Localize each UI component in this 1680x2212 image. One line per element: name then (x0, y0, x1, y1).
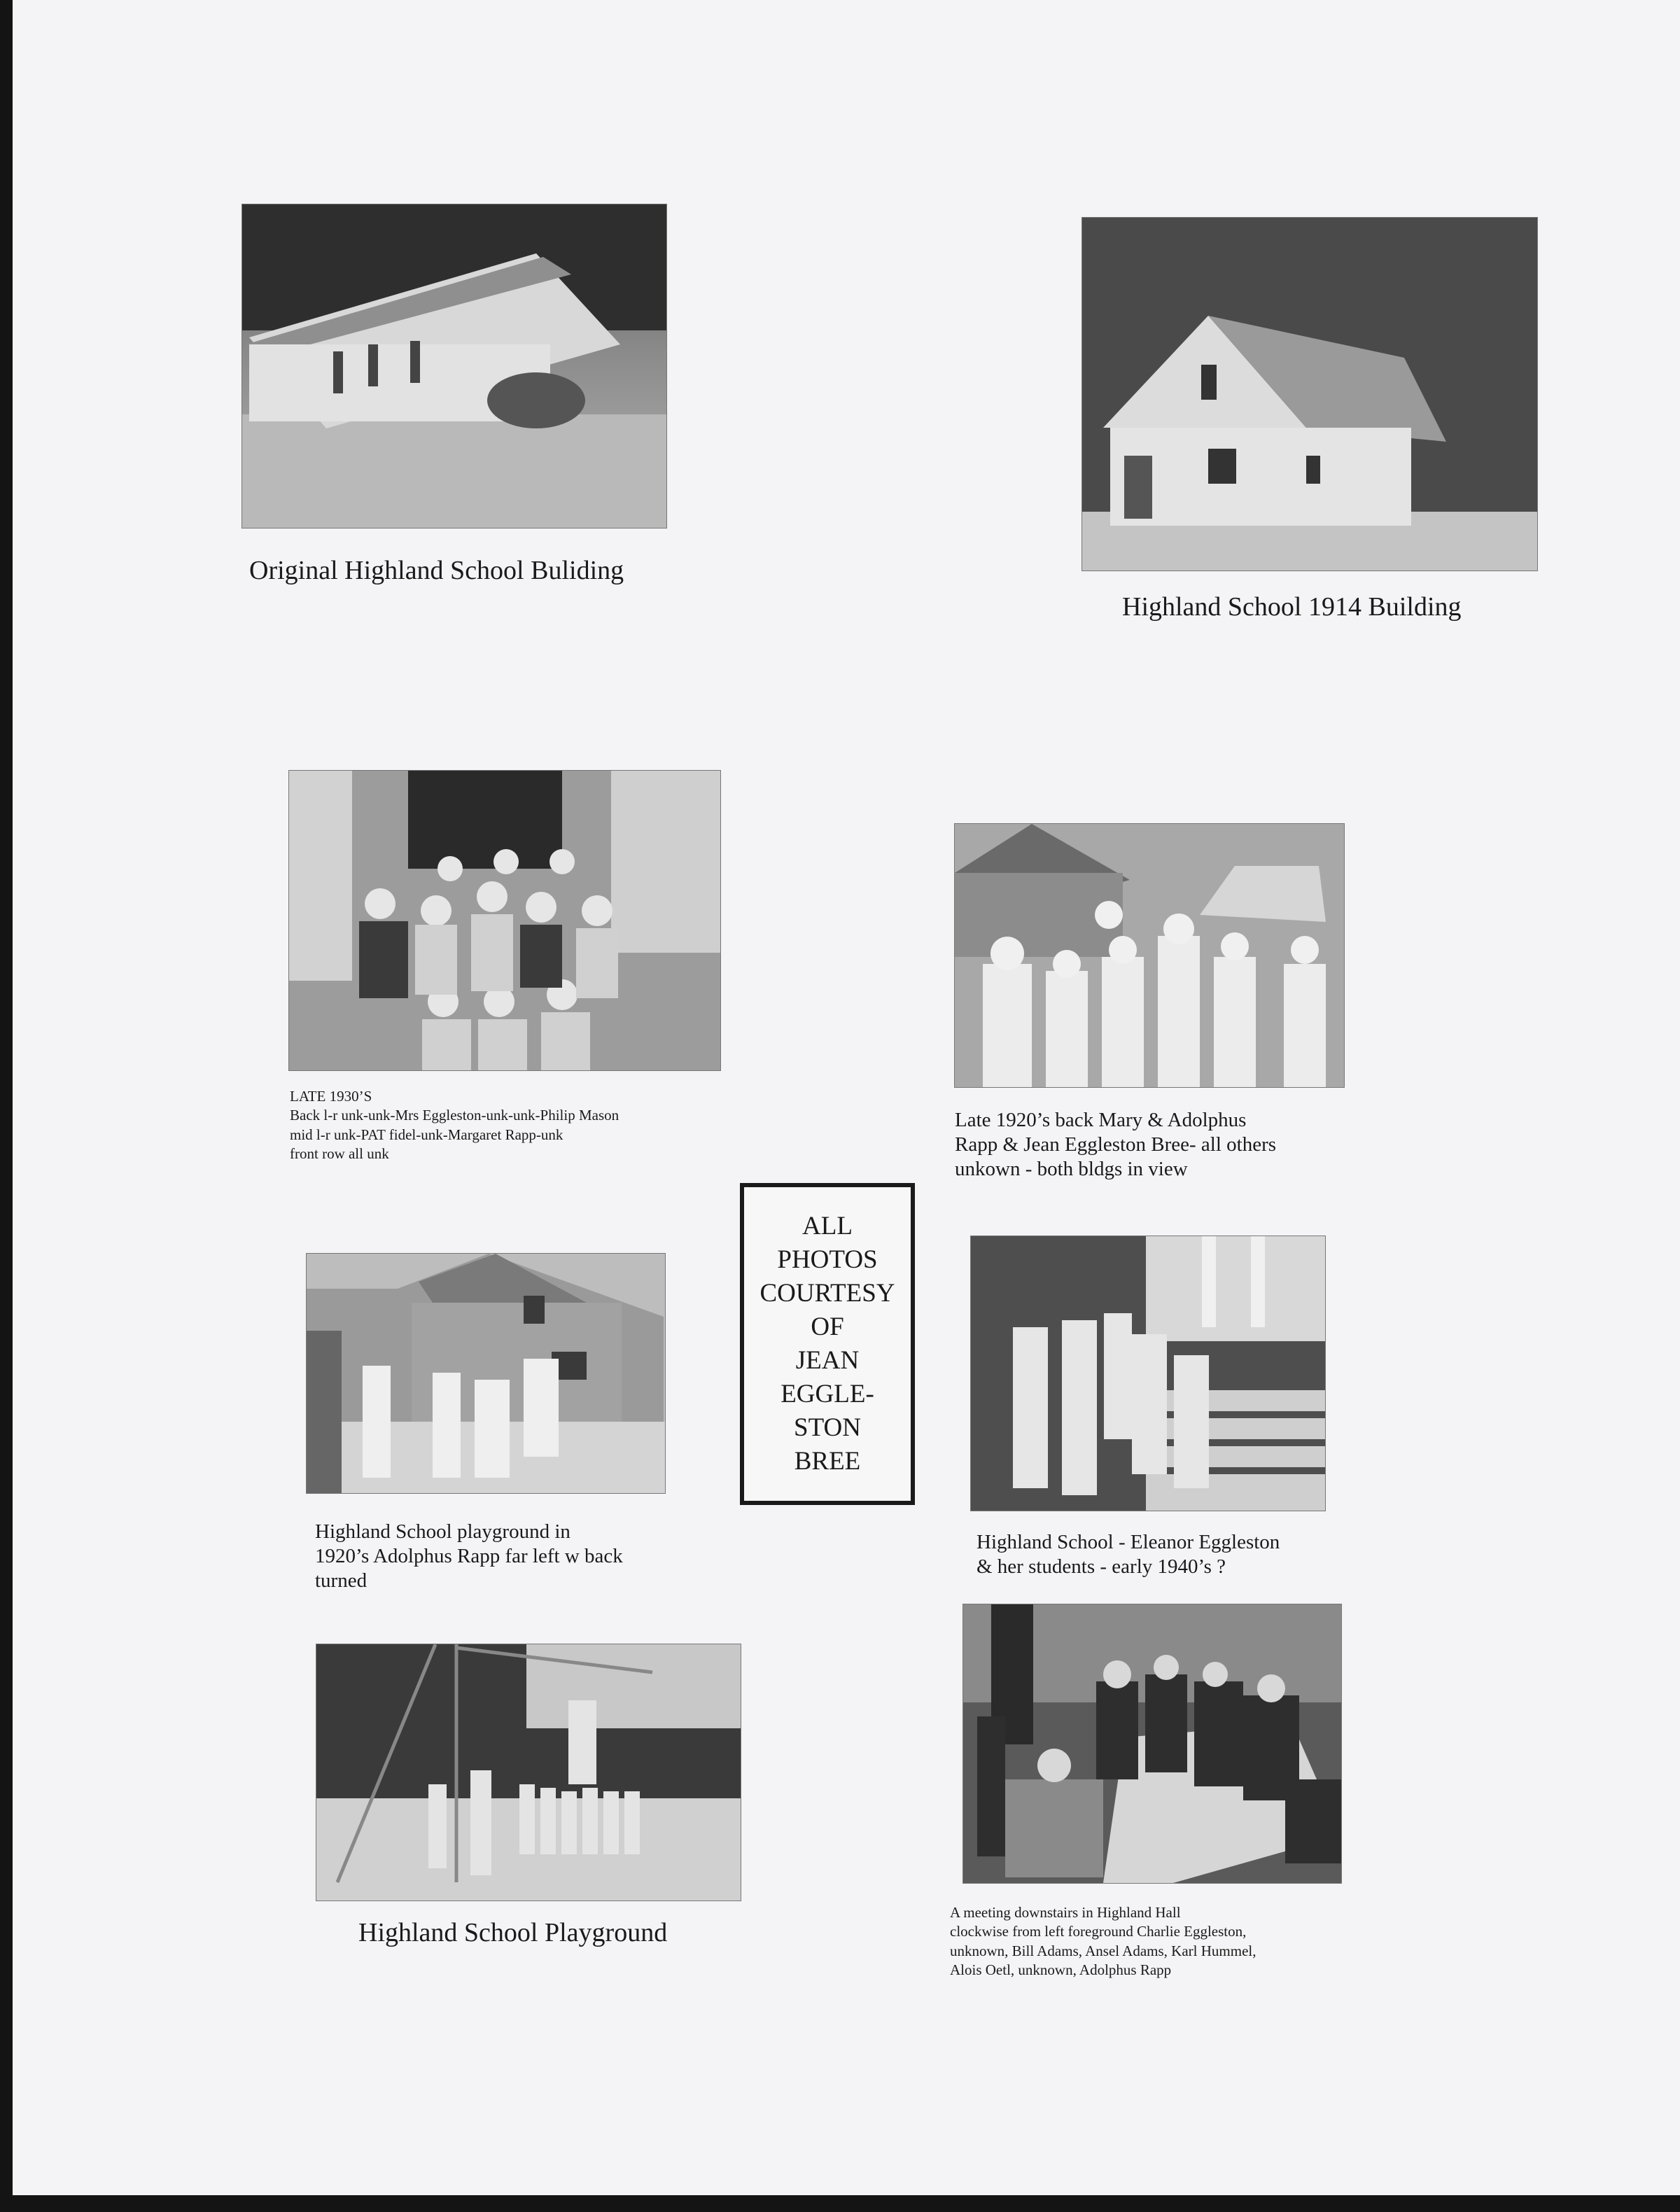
caption-school-1914: Highland School 1914 Building (1122, 592, 1462, 622)
caption-line: Rapp & Jean Eggleston Bree- all others (955, 1133, 1277, 1156)
photo-original-school (242, 204, 666, 528)
caption-line: Highland School - Eleanor Eggleston (976, 1531, 1280, 1553)
caption-line: Back l-r unk-unk-Mrs Eggleston-unk-unk-Philip Mason (290, 1107, 620, 1124)
caption-eleanor (976, 1530, 1280, 1579)
caption-line: 1920’s Adolphus Rapp far left w back (315, 1544, 623, 1567)
caption-line: turned (315, 1569, 368, 1592)
credit-line: BREE (794, 1447, 861, 1476)
photo-playground-1920s (307, 1254, 665, 1493)
caption-original-school: Original Highland School Buliding (249, 556, 624, 585)
photo-school-1914 (1082, 218, 1537, 570)
photo-eleanor-students (971, 1236, 1325, 1511)
caption-playground-1920s (315, 1520, 623, 1592)
credit-line: STON (794, 1413, 861, 1442)
caption-line: Alois Oetl, unknown, Adolphus Rapp (950, 1961, 1172, 1978)
caption-line: A meeting downstairs in Highland Hall (950, 1904, 1181, 1921)
photo-late-1920s-group (955, 824, 1344, 1087)
caption-line: LATE 1930’S (290, 1088, 372, 1105)
caption-late-1920s (955, 1108, 1276, 1181)
credit-line: JEAN (795, 1346, 860, 1375)
caption-late-1930s (290, 1087, 619, 1163)
credit-line: PHOTOS (777, 1245, 878, 1274)
caption-line: mid l-r unk-PAT fidel-unk-Margaret Rapp-unk (290, 1126, 564, 1143)
scan-edge-left (0, 0, 13, 2212)
photo-playground (316, 1644, 741, 1900)
caption-playground: Highland School Playground (358, 1918, 668, 1947)
caption-line: front row all unk (290, 1144, 389, 1162)
caption-line: unknown, Bill Adams, Ansel Adams, Karl Hummel, (950, 1942, 1256, 1959)
caption-line: & her students - early 1940’s ? (976, 1555, 1226, 1578)
credit-line: EGGLE- (780, 1380, 874, 1408)
caption-line: Late 1920’s back Mary & Adolphus (955, 1109, 1247, 1131)
scan-edge-bottom (0, 2195, 1680, 2212)
photo-credit-box (740, 1183, 915, 1505)
caption-line: unkown - both bldgs in view (955, 1157, 1188, 1180)
caption-line: Highland School playground in (315, 1520, 570, 1543)
caption-meeting (950, 1903, 1256, 1980)
credit-line: OF (811, 1312, 844, 1341)
credit-line: COURTESY (760, 1279, 895, 1308)
photo-late-1930s-group (289, 771, 720, 1070)
credit-line: ALL (802, 1212, 853, 1240)
caption-line: clockwise from left foreground Charlie Eggleston, (950, 1923, 1247, 1940)
photo-meeting-hall (963, 1604, 1341, 1883)
